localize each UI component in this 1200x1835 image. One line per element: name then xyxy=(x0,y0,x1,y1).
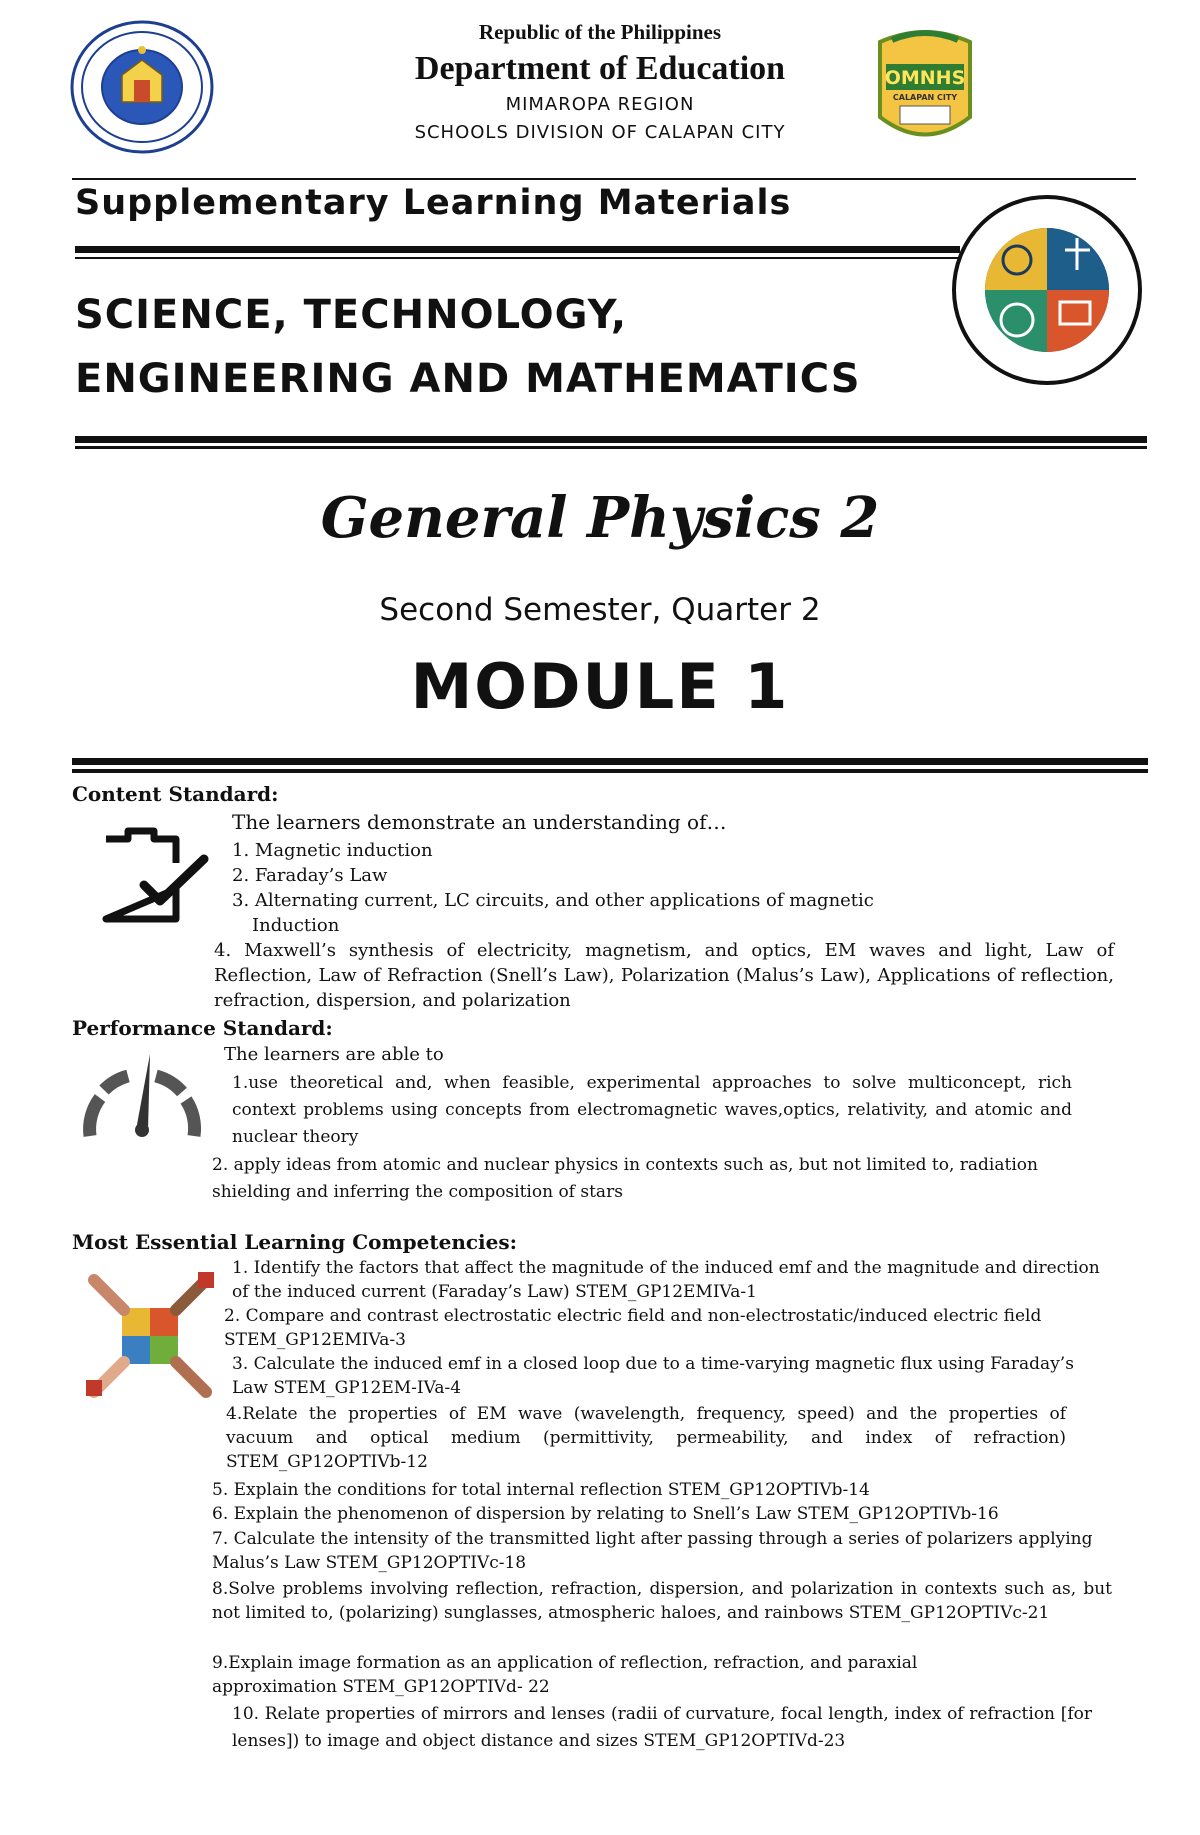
melc-item: 2. Compare and contrast electrostatic electric field and non-electrostatic/induced electric field STEM_GP12EMIVa-3 xyxy=(224,1306,1042,1350)
banner-double-rule-2b xyxy=(75,446,1147,449)
performance-standard-item: 2. apply ideas from atomic and nuclear physics in contexts such as, but not limited to, radiation shielding and inferring the composition of stars xyxy=(212,1155,1038,1202)
melc-item: 5. Explain the conditions for total internal reflection STEM_GP12OPTIVb-14 xyxy=(212,1480,870,1500)
title-rule-b xyxy=(72,769,1148,773)
banner-double-rule-1b xyxy=(75,257,960,259)
header-republic: Republic of the Philippines xyxy=(478,20,722,44)
content-standard-intro: The learners demonstrate an understanding of… xyxy=(232,810,727,834)
stem-title-line2: ENGINEERING AND MATHEMATICS xyxy=(75,356,861,402)
content-standard-item: 1. Magnetic induction xyxy=(232,840,433,861)
melc-item: 10. Relate properties of mirrors and lenses (radii of curvature, focal length, index of refraction [for lenses]) to image and object distance and sizes STEM_GP12OPTIVd-23 xyxy=(232,1704,1092,1751)
content-standard-item: 4. Maxwell’s synthesis of electricity, magnetism, and optics, EM waves and light, Law of Reflection, Law of Refraction (Snell’s Law), Polarization (Malus’s Law), Applications of reflection, refraction, dispersion, and polarization xyxy=(214,940,1114,1011)
melc-item: 3. Calculate the induced emf in a closed loop due to a time-varying magnetic flux using Faraday’s Law STEM_GP12EM-IVa-4 xyxy=(232,1354,1074,1398)
subject-title: General Physics 2 xyxy=(320,485,880,551)
melc-item: 6. Explain the phenomenon of dispersion by relating to Snell’s Law STEM_GP12OPTIVb-16 xyxy=(212,1504,999,1524)
semester-label: Second Semester, Quarter 2 xyxy=(379,592,821,628)
content-standard-item: 3. Alternating current, LC circuits, and other applications of magnetic xyxy=(232,890,874,911)
melc-item: 7. Calculate the intensity of the transmitted light after passing through a series of polarizers applying Malus’s Law STEM_GP12OPTIVc-18 xyxy=(212,1529,1093,1573)
performance-standard-item: 1.use theoretical and, when feasible, experimental approaches to solve multiconcept, rich context problems using concepts from electromagnetic waves,optics, relativity, and atomic and nuclear theory xyxy=(232,1073,1072,1147)
title-rule xyxy=(72,758,1148,765)
header-region: MIMAROPA REGION xyxy=(505,94,695,115)
performance-standard-heading: Performance Standard: xyxy=(72,1016,333,1040)
banner-double-rule-1 xyxy=(75,246,960,253)
stem-title-line1: SCIENCE, TECHNOLOGY, xyxy=(75,292,628,338)
melc-item: 4.Relate the properties of EM wave (wavelength, frequency, speed) and the properties of vacuum and optical medium (permittivity, permeability, and index of refraction) STEM_GP12OPTIVb-12 xyxy=(226,1404,1066,1472)
melc-item: 8.Solve problems involving reflection, refraction, dispersion, and polarization in contexts such as, but not limited to, (polarizing) sunglasses, atmospheric haloes, and rainbows STEM_GP12OPTIVc-21 xyxy=(212,1579,1112,1623)
banner-double-rule-2 xyxy=(75,436,1147,443)
header-department: Department of Education xyxy=(414,50,786,87)
puzzle-hands-icon xyxy=(84,1270,216,1402)
omnhs-school-logo xyxy=(870,22,980,152)
content-standard-item: Induction xyxy=(252,915,340,936)
omnhs-logo-subtext: CALAPAN CITY xyxy=(892,93,958,102)
header-division: SCHOOLS DIVISION OF CALAPAN CITY xyxy=(414,122,786,143)
content-standard-heading: Content Standard: xyxy=(72,782,279,806)
melc-heading: Most Essential Learning Competencies: xyxy=(72,1230,518,1254)
melc-item: 9.Explain image formation as an application of reflection, refraction, and paraxial approximation STEM_GP12OPTIVd- 22 xyxy=(212,1653,918,1697)
content-standard-item: 2. Faraday’s Law xyxy=(232,865,388,886)
clipboard-check-icon xyxy=(92,827,210,927)
performance-standard-intro: The learners are able to xyxy=(224,1044,444,1065)
stem-seal-logo xyxy=(950,190,1145,390)
header-rule xyxy=(72,178,1136,180)
melc-item: 1. Identify the factors that affect the magnitude of the induced emf and the magnitude and direction of the induced current (Faraday’s Law) STEM_GP12EMIVa-1 xyxy=(232,1258,1100,1302)
speedometer-icon xyxy=(82,1046,202,1138)
omnhs-logo-text: OMNHS xyxy=(884,67,966,89)
supplementary-title: Supplementary Learning Materials xyxy=(75,183,792,223)
module-title: MODULE 1 xyxy=(410,650,790,723)
